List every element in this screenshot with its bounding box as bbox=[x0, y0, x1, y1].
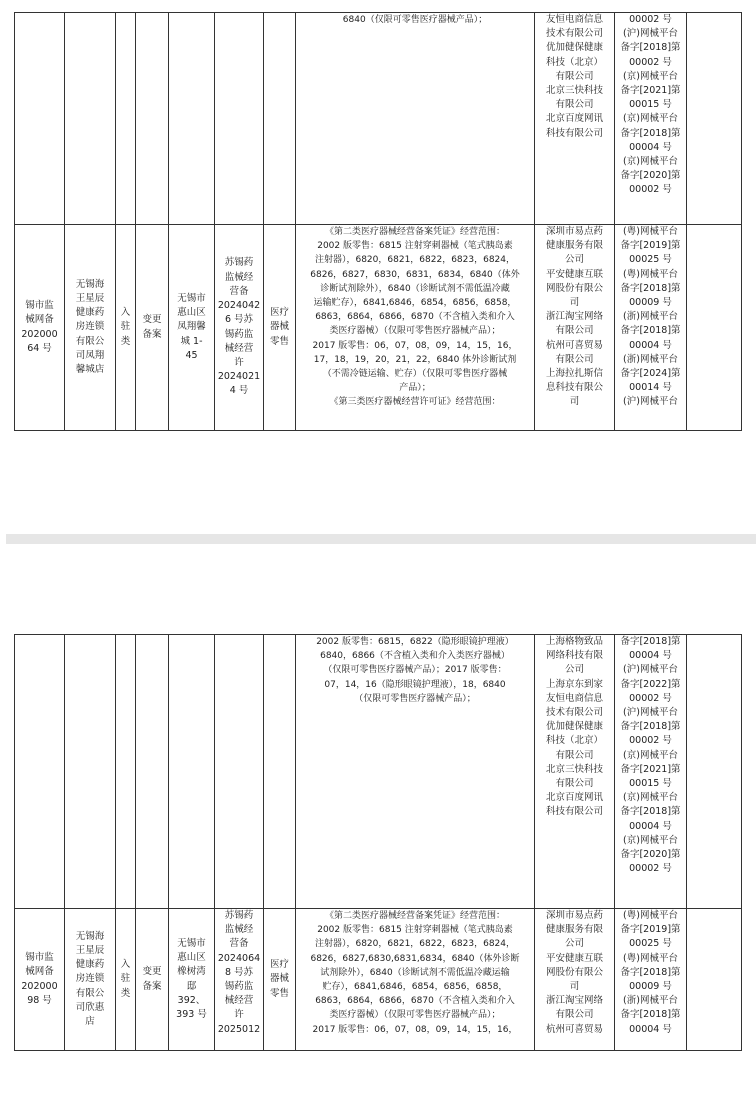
filing-cell bbox=[615, 909, 687, 1051]
business-scope-cell bbox=[296, 225, 535, 431]
business-scope: 2002 版零售：6815，6822（隐形眼镜护理液） 6840，6866（不含植入类和介入类医疗器械） （仅限可零售医疗器械产品）；2017 版零售： 07，14，16（隐形眼镜护理液），18，6840 （仅限可零售医疗器械产品）； bbox=[316, 637, 514, 704]
platform-cell bbox=[535, 225, 615, 431]
platform-companies: 深圳市易点药 健康服务有限 公司 平安健康互联 网股份有限公 司 浙江淘宝网络 有限公司 杭州可喜贸易 bbox=[545, 910, 603, 1035]
record-number-cell bbox=[15, 225, 65, 431]
license-cell bbox=[215, 225, 264, 431]
table-row bbox=[15, 635, 742, 909]
business-scope-cell bbox=[296, 13, 535, 225]
platform-companies: 友恒电商信息 技术有限公司 优加健保健康 科技（北京） 有限公司 北京三快科技 有限公司 北京百度网讯 科技有限公司 bbox=[545, 14, 603, 139]
company-cell bbox=[65, 909, 116, 1051]
business-category: 医疗 器械 零售 bbox=[269, 959, 289, 999]
category-cell bbox=[264, 225, 296, 431]
table-row bbox=[15, 225, 742, 431]
category-cell bbox=[264, 909, 296, 1051]
platform-companies: 深圳市易点药 健康服务有限 公司 平安健康互联 网股份有限公 司 浙江淘宝网络 有限公司 杭州可喜贸易 有限公司 上海拉扎斯信 息科技有限公 司 bbox=[545, 226, 603, 408]
company-cell bbox=[65, 225, 116, 431]
empty-cell bbox=[687, 225, 742, 431]
change-cell bbox=[136, 225, 169, 431]
empty-cell bbox=[264, 635, 296, 909]
empty-cell bbox=[215, 635, 264, 909]
change-type: 变更 备案 bbox=[142, 314, 162, 340]
page-separator bbox=[6, 534, 756, 544]
filing-cell bbox=[615, 635, 687, 909]
business-scope-cell bbox=[296, 635, 535, 909]
document-page-1 bbox=[0, 0, 756, 534]
record-number: 锡市监 械网备 202000 64 号 bbox=[21, 300, 58, 354]
empty-cell bbox=[136, 635, 169, 909]
change-type: 变更 备案 bbox=[142, 966, 162, 992]
empty-cell bbox=[169, 635, 215, 909]
filing-cell bbox=[615, 13, 687, 225]
entry-type: 入 驻 类 bbox=[120, 959, 131, 999]
empty-cell bbox=[687, 13, 742, 225]
empty-cell bbox=[215, 13, 264, 225]
platform-filing-numbers: 备字[2018]第 00004 号 (沪)网械平台 备字[2022]第 00002 号 (沪)网械平台 备字[2018]第 00002 号 (京)网械平台 备字[2021]第 00015 号 (京)网械平台 备字[2018]第 00004 号 (京)网械平台 备字[2020]第 00002 号 bbox=[620, 636, 681, 875]
table-row bbox=[15, 13, 742, 225]
filing-table-page-2 bbox=[14, 634, 742, 1051]
empty-cell bbox=[65, 635, 116, 909]
address-cell bbox=[169, 225, 215, 431]
address: 无锡市 惠山区 凤翔馨 城 1- 45 bbox=[177, 292, 206, 361]
platform-cell bbox=[535, 13, 615, 225]
license-numbers: 苏锡药 监械经 营备 2024042 6 号苏 锡药监 械经营 许 2024021 4 号 bbox=[217, 257, 261, 397]
address-cell bbox=[169, 909, 215, 1051]
record-number: 锡市监 械网备 202000 98 号 bbox=[21, 952, 58, 1006]
empty-cell bbox=[136, 13, 169, 225]
empty-cell bbox=[264, 13, 296, 225]
license-cell bbox=[215, 909, 264, 1051]
empty-cell bbox=[116, 13, 136, 225]
empty-cell bbox=[687, 909, 742, 1051]
platform-filing-numbers: 00002 号 (沪)网械平台 备字[2018]第 00002 号 (京)网械平台 备字[2021]第 00015 号 (京)网械平台 备字[2018]第 00004 号 (京)网械平台 备字[2020]第 00002 号 bbox=[620, 14, 681, 196]
filing-table-page-1 bbox=[14, 12, 742, 431]
platform-filing-numbers: (粤)网械平台 备字[2019]第 00025 号 (粤)网械平台 备字[2018]第 00009 号 (浙)网械平台 备字[2018]第 00004 号 bbox=[620, 910, 681, 1035]
empty-cell bbox=[169, 13, 215, 225]
record-number-cell bbox=[15, 909, 65, 1051]
table-row bbox=[15, 909, 742, 1051]
entry-type: 入 驻 类 bbox=[120, 307, 131, 347]
platform-companies: 上海格物致品 网络科技有限 公司 上海京东到家 友恒电商信息 技术有限公司 优加健保健康 科技（北京） 有限公司 北京三快科技 有限公司 北京百度网讯 科技有限公司 bbox=[545, 636, 603, 818]
empty-cell bbox=[15, 13, 65, 225]
business-scope-cell bbox=[296, 909, 535, 1051]
company-name: 无锡海 王星辰 健康药 房连锁 有限公 司凤翔 馨城店 bbox=[75, 278, 105, 375]
empty-cell bbox=[15, 635, 65, 909]
platform-cell bbox=[535, 909, 615, 1051]
business-scope: 6840（仅限可零售医疗器械产品）； bbox=[342, 15, 488, 25]
empty-cell bbox=[116, 635, 136, 909]
empty-cell bbox=[687, 635, 742, 909]
document-page-2 bbox=[0, 544, 756, 1102]
business-category: 医疗 器械 零售 bbox=[269, 307, 289, 347]
type-cell bbox=[116, 909, 136, 1051]
platform-cell bbox=[535, 635, 615, 909]
type-cell bbox=[116, 225, 136, 431]
license-numbers: 苏锡药 监械经 营备 2024064 8 号苏 锡药监 械经营 许 2025012 bbox=[217, 910, 261, 1035]
business-scope: 《第二类医疗器械经营备案凭证》经营范围： 2002 版零售：6815 注射穿刺器械（笔式胰岛素 注射器），6820，6821，6822，6823，6824， 6826，6827,6830,6831,6834，6840（体外诊断 试剂除外），6840（诊断试剂不需低温冷藏运输 贮存），6841,6846，6854，6856，6858， 6863，6864，6866，6870（不含植入类和介入 类医疗器械）（仅限可零售医疗器械产品）； 2017 版零售：06，07，08，09，14，15，16， bbox=[310, 911, 520, 1035]
filing-cell bbox=[615, 225, 687, 431]
address: 无锡市 惠山区 橡树湾 邸 392、 393 号 bbox=[176, 937, 207, 1020]
business-scope: 《第二类医疗器械经营备案凭证》经营范围： 2002 版零售：6815 注射穿刺器械（笔式胰岛素 注射器），6820，6821，6822，6823，6824， 6826，6827，6830，6831，6834，6840（体外 诊断试剂除外），6840（诊断试剂不需低温冷藏 运输贮存），6841,6846，6854，6856，6858， 6863，6864，6866，6870（不含植入类和介入 类医疗器械）（仅限可零售医疗器械产品）； 2017 版零售：06，07，08，09，14，15，16， 17，18，19，20，21，22，6840 体外诊断试剂 （不需冷链运输、贮存）（仅限可零售医疗器械 产品）； 《第三类医疗器械经营许可证》经营范围： bbox=[310, 227, 520, 408]
platform-filing-numbers: (粤)网械平台 备字[2019]第 00025 号 (粤)网械平台 备字[2018]第 00009 号 (浙)网械平台 备字[2018]第 00004 号 (浙)网械平台 备字[2024]第 00014 号 (沪)网械平台 bbox=[620, 226, 681, 408]
change-cell bbox=[136, 909, 169, 1051]
empty-cell bbox=[65, 13, 116, 225]
company-name: 无锡海 王星辰 健康药 房连锁 有限公 司欣惠 店 bbox=[75, 930, 105, 1027]
